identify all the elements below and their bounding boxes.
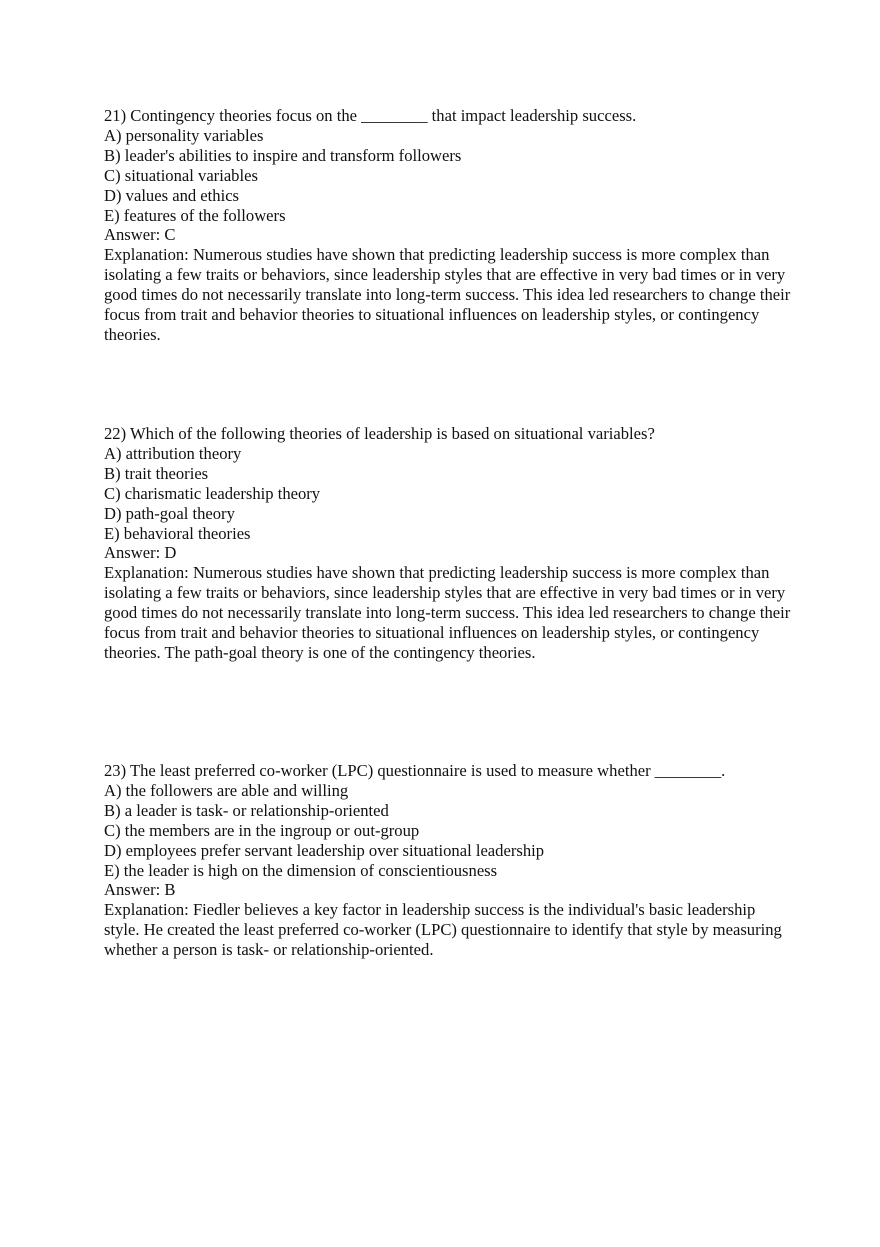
explanation-text: Explanation: Numerous studies have shown that predicting leadership success is more complex than isolating a few traits or behaviors, since leadership styles that are effective in very bad times or in very good times do not necessarily translate into long-term success. This idea led researchers to change their focus from trait and behavior theories to situational influences on leadership styles, or contingency theories. — [104, 245, 791, 344]
question-23 — [104, 761, 794, 960]
answer-line: Answer: D — [104, 543, 177, 563]
question-22 — [104, 424, 794, 663]
option-e: E) behavioral theories — [104, 523, 251, 543]
question-stem: 23) The least preferred co-worker (LPC) questionnaire is used to measure whether ________. — [104, 761, 726, 780]
option-b: B) a leader is task- or relationship-oriented — [104, 800, 389, 820]
explanation-text: Explanation: Fiedler believes a key factor in leadership success is the individual's basic leadership style. He created the least preferred co-worker (LPC) questionnaire to identify that style by measuring whether a person is task- or relationship-oriented. — [104, 900, 782, 960]
option-e: E) features of the followers — [104, 205, 286, 225]
option-c: C) the members are in the ingroup or out-group — [104, 820, 420, 840]
option-c: C) situational variables — [104, 165, 258, 185]
option-b: B) trait theories — [104, 463, 209, 483]
question-stem: 22) Which of the following theories of leadership is based on situational variables? — [104, 424, 655, 443]
option-d: D) values and ethics — [104, 185, 240, 205]
answer-line: Answer: C — [104, 225, 176, 245]
option-e: E) the leader is high on the dimension of conscientiousness — [104, 860, 498, 880]
option-d: D) employees prefer servant leadership over situational leadership — [104, 840, 545, 860]
answer-line: Answer: B — [104, 880, 176, 900]
option-c: C) charismatic leadership theory — [104, 483, 321, 503]
option-a: A) the followers are able and willing — [104, 780, 349, 800]
option-b: B) leader's abilities to inspire and transform followers — [104, 145, 462, 165]
option-d: D) path-goal theory — [104, 503, 235, 523]
option-a: A) personality variables — [104, 125, 264, 145]
question-stem: 21) Contingency theories focus on the ________ that impact leadership success. — [104, 106, 637, 125]
explanation-text: Explanation: Numerous studies have shown that predicting leadership success is more complex than isolating a few traits or behaviors, since leadership styles that are effective in very bad times or in very good times do not necessarily translate into long-term success. This idea led researchers to change their focus from trait and behavior theories to situational influences on leadership styles, or contingency theories. The path-goal theory is one of the contingency theories. — [104, 563, 791, 662]
question-21 — [104, 106, 794, 345]
option-a: A) attribution theory — [104, 443, 242, 463]
